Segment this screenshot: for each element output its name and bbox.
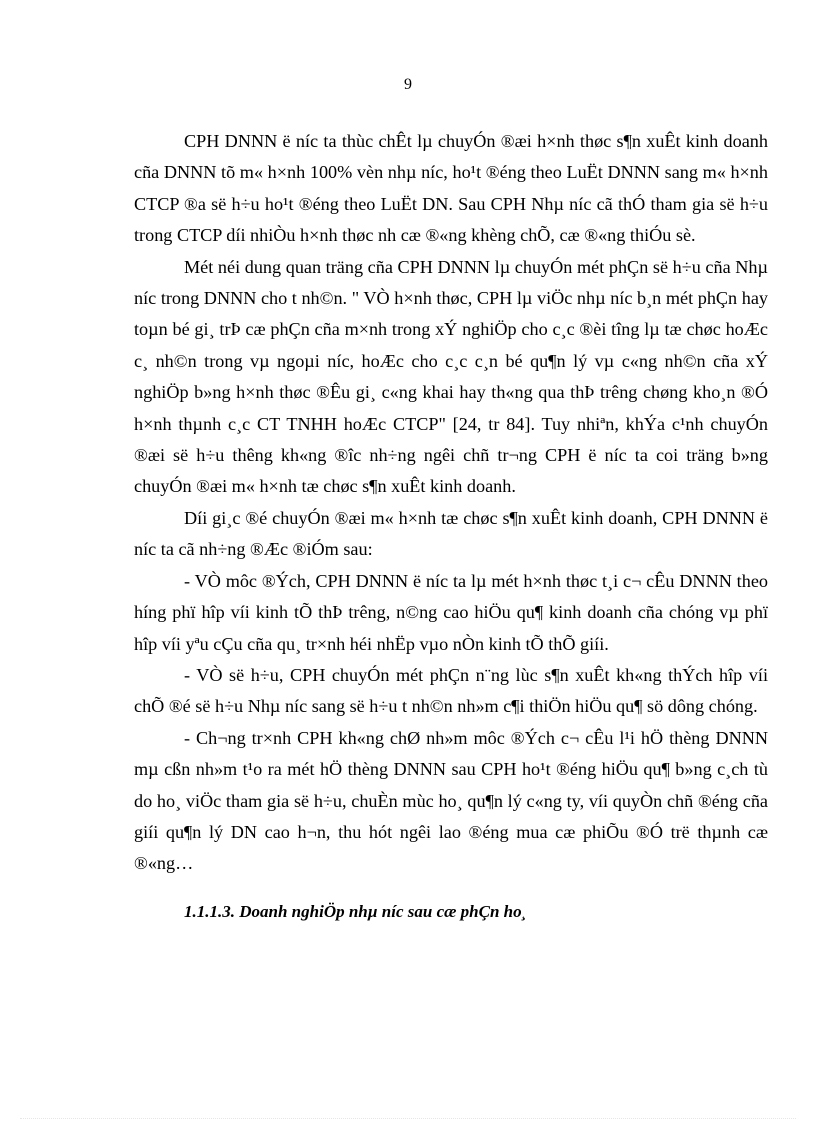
- page-number: 9: [404, 76, 412, 93]
- paragraph-3: Díi gi¸c ®é chuyÓn ®æi m« h×nh tæ chøc s¶n xuÊt kinh doanh, CPH DNNN ë níc ta cã nh÷ng ®Æc ®iÓm sau:: [134, 507, 768, 560]
- paragraph-1: CPH DNNN ë níc ta thùc chÊt lµ chuyÓn ®æi h×nh thøc s¶n xuÊt kinh doanh cña DNNN tõ m« h×nh 100% vèn nhµ níc, ho¹t ®éng theo LuËt DNNN sang m« h×nh CTCP ®a së h÷u ho¹t ®éng theo LuËt DN. Sau CPH Nhµ níc cã thÓ tham gia së h÷u trong CTCP díi nhiÒu h×nh thøc nh cæ ®«ng khèng chÕ, cæ ®«ng thiÓu sè.: [134, 131, 768, 246]
- document-body: [134, 126, 768, 927]
- paragraph-5-ownership: - VÒ së h÷u, CPH chuyÓn mét phÇn n¨ng lùc s¶n xuÊt kh«ng thÝch hîp víi chÕ ®é së h÷u Nhµ níc sang së h÷u t nh©n nh»m c¶i thiÖn hiÖu qu¶ sö dông chóng.: [134, 664, 768, 717]
- paragraph-2: Mét néi dung quan träng cña CPH DNNN lµ chuyÓn mét phÇn së h÷u cña Nhµ níc trong DNNN cho t nh©n. " VÒ h×nh thøc, CPH lµ viÖc nhµ níc b¸n mét phÇn hay toµn bé gi¸ trÞ cæ phÇn cña m×nh trong xÝ nghiÖp cho c¸c ®èi tîng lµ tæ chøc hoÆc c¸ nh©n trong vµ ngoµi níc, hoÆc cho c¸c c¸n bé qu¶n lý vµ c«ng nh©n cña xÝ nghiÖp b»ng h×nh thøc ®Êu gi¸ c«ng khai hay th«ng qua thÞ trêng chøng kho¸n ®Ó h×nh thµnh c¸c CT TNHH hoÆc CTCP" [24, tr 84]. Tuy nhiªn, khÝa c¹nh chuyÓn ®æi së h÷u thêng kh«ng ®îc nh÷ng ngêi chñ tr¬ng CPH ë níc ta coi träng b»ng chuyÓn ®æi m« h×nh tæ chøc s¶n xuÊt kinh doanh.: [134, 256, 768, 497]
- paragraph-4-purpose: - VÒ môc ®Ých, CPH DNNN ë níc ta lµ mét h×nh thøc t¸i c¬ cÊu DNNN theo híng phï hîp víi kinh tÕ thÞ trêng, n©ng cao hiÖu qu¶ kinh doanh cña chóng vµ phï hîp víi yªu cÇu cña qu¸ tr×nh héi nhËp vµo nÒn kinh tÕ thÕ giíi.: [134, 570, 768, 654]
- page-bottom-divider: [20, 1118, 796, 1119]
- section-heading: 1.1.1.3. Doanh nghiÖp nhµ níc sau cæ phÇn ho¸: [184, 901, 528, 921]
- paragraph-6-program: - Ch¬ng tr×nh CPH kh«ng chØ nh»m môc ®Ých c¬ cÊu l¹i hÖ thèng DNNN mµ cßn nh»m t¹o ra mét hÖ thèng DNNN sau CPH ho¹t ®éng hiÖu qu¶ b»ng c¸ch tù do ho¸ viÖc tham gia së h÷u, chuÈn mùc ho¸ qu¶n lý c«ng ty, víi quyÒn chñ ®éng cña giíi qu¶n lý DN cao h¬n, thu hót ngêi lao ®éng mua cæ phiÕu ®Ó trë thµnh cæ ®«ng…: [134, 727, 768, 874]
